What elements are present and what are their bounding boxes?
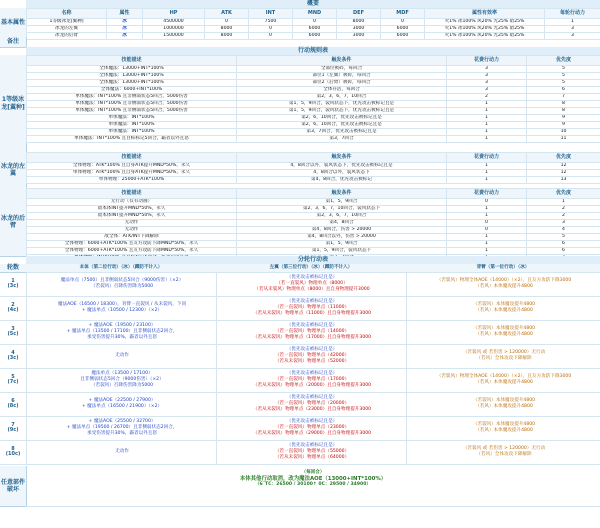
col-header: 触发条件	[237, 56, 447, 66]
rule-row	[27, 136, 600, 143]
cell: 3	[545, 33, 600, 40]
col-header-main: 本体（第二位行动）（冰）（蹲防不计入）	[79, 265, 163, 270]
col-header: 优先度	[527, 189, 600, 199]
round-left-line: （若从未裂风）物理单点（11000）且自身物理提升3000	[252, 311, 372, 316]
cell: 单体魔法：INT*100% 且非侧弱状态5回合，5000伤害	[27, 94, 237, 101]
overview-section-title: 概要	[26, 0, 600, 9]
rule-row	[27, 234, 600, 241]
rule-row	[27, 163, 600, 170]
col-header: 触发条件	[237, 189, 447, 199]
cell: 6000	[381, 26, 425, 33]
col-header: 技能描述	[27, 189, 237, 199]
col-header-back: 背臂（第一位行动）（冰）	[476, 265, 530, 270]
col-header: MND	[293, 9, 337, 19]
cell: 单体魔法：INT*100%	[27, 122, 237, 129]
col-header: 属性	[107, 9, 143, 19]
cell: 3	[545, 26, 600, 33]
round-back-line: （若风）本体魔攻提升4800	[475, 404, 533, 409]
round-label	[0, 368, 26, 393]
cell: 1500000	[143, 33, 205, 40]
round-left-line: （若从未裂风）物理单点（20000）且自身物理提升3000	[252, 383, 372, 388]
cell: 8000	[205, 26, 249, 33]
rule-row	[27, 66, 600, 73]
round-left-line: （若一直裂风）物理单点（8000）	[276, 281, 348, 286]
round-back-line: （若风）本体魔攻提升4800	[475, 380, 533, 385]
cell: 部位2（后臂）被碎，每回合	[237, 80, 447, 87]
round-main-cell	[26, 416, 217, 441]
rule-row	[27, 213, 600, 220]
cell: 全体物理：6000+ATK*100% 且友方攻防下降MND*50%，永久	[27, 248, 237, 255]
cell: 无动作	[27, 220, 237, 227]
cell: 火1% 冰100% 风20% 光25% 暗25%	[425, 19, 545, 26]
cell: 0	[249, 33, 293, 40]
round-label	[0, 320, 26, 345]
round-number: 7	[11, 422, 15, 428]
cell: 全体魔法：13000+INT*100%	[27, 66, 237, 73]
cell: 1	[447, 177, 527, 184]
round-left-line: （若从未裂风）物理单点（8000）且自身物理提升3000	[254, 287, 370, 292]
rule-row	[27, 227, 600, 234]
final-label: 任意部件破坏	[0, 466, 27, 507]
round-left-cell	[216, 368, 407, 393]
round-left-line: （优先攻击被标记且是）	[286, 443, 338, 448]
cell: 3	[447, 87, 527, 94]
rule-row	[27, 199, 600, 206]
round-cost: (7c)	[7, 379, 19, 385]
round-cost: (10c)	[5, 451, 21, 457]
round-left-cell	[216, 392, 407, 417]
round-left-line: （若一直裂风）物理单点（14000）	[274, 329, 350, 334]
cell: 5	[527, 66, 600, 73]
round-left-line: （优先攻击被标记且是）	[286, 395, 338, 400]
round-left-cell	[216, 272, 407, 297]
round-number: 1	[11, 278, 15, 284]
cell: 4500000	[143, 19, 205, 26]
round-left-line: （若从未裂风）物理单点（17000）且自身物理提升3000	[252, 335, 372, 340]
cell: 第1，5，9回合	[237, 241, 447, 248]
col-header: DEF	[337, 9, 381, 19]
round-back-line: （若裂风）本体魔攻提升4800	[472, 398, 536, 403]
cell: 第3，7回合，优先攻击被标记且是	[237, 129, 447, 136]
round-back-cell	[406, 440, 600, 465]
cell: 8	[527, 101, 600, 108]
note-label: 备注	[0, 37, 27, 48]
group-label-back-arm: 冰龙的后臂	[0, 188, 27, 257]
final-line: （每回合）	[301, 470, 325, 475]
cell: 1	[447, 163, 527, 170]
col-header: 优先度	[527, 56, 600, 66]
cell: 1	[447, 170, 527, 177]
round-main-cell	[26, 296, 217, 321]
rules-section-title: 行动规则表	[26, 47, 600, 56]
round-main-line: + 魔法AOE（25500 / 32700）	[88, 419, 156, 424]
cell: 第4，8回合，伤害 > 20000	[237, 227, 447, 234]
round-left-line: （若一直裂风）物理单点（55000）	[274, 449, 350, 454]
cell: 1	[447, 248, 527, 255]
cell: 0	[205, 19, 249, 26]
cell: 0	[447, 220, 527, 227]
cell: 冰	[107, 19, 143, 26]
cell: 0	[249, 26, 293, 33]
round-number: 4	[11, 350, 15, 356]
cell: 全体存活，每回合	[237, 87, 447, 94]
round-cost: (3c)	[7, 283, 19, 289]
round-main-line: 无动作	[115, 449, 129, 454]
col-header: 属性有效率	[425, 9, 545, 19]
cell: 1	[447, 122, 527, 129]
round-back-cell	[406, 296, 600, 321]
rule-row	[27, 101, 600, 108]
round-main-line: 且非侧弱状态5回合（9000伤害）（×2）	[80, 377, 164, 382]
cell: 10	[527, 129, 600, 136]
round-left-line: （若从未裂风）物理单点（29000）且自身物理提升3000	[252, 431, 372, 436]
cell: 5	[527, 234, 600, 241]
round-left-cell	[216, 416, 407, 441]
cell: 全体魔法：13000+INT*100%	[27, 80, 237, 87]
round-cost: (3c)	[7, 355, 19, 361]
cell: 1	[527, 199, 600, 206]
round-back-line: （若裂风 或 若伤害 > 120000）无行动	[462, 446, 546, 451]
round-main-cell	[26, 392, 217, 417]
round-main-line: 魔法单点（13500 / 17100）	[91, 371, 153, 376]
round-main-line: 承受伤害提升30%，霸者以外且怒	[87, 335, 157, 340]
col-header: 花费行动力	[447, 189, 527, 199]
cell: 6	[527, 87, 600, 94]
cell: 3	[447, 73, 527, 80]
col-header: 技能描述	[27, 56, 237, 66]
round-left-line: （优先攻击被标记且是）	[286, 323, 338, 328]
cell: 1	[447, 213, 527, 220]
cell: 第1，5，9回合，裂风状态下，优先攻击被标记且是	[237, 101, 447, 108]
rule-row	[27, 80, 600, 87]
col-header-left: 左翼（第三位行动）（冰）（蹲防不计入）	[269, 265, 353, 270]
rule-row	[27, 87, 600, 94]
cell: 9	[527, 122, 600, 129]
group-label-left-wing: 冰龙的左翼	[0, 152, 27, 189]
rounds-section-title: 分轮行动表	[26, 256, 600, 265]
round-back-cell	[406, 368, 600, 393]
cell: 0	[447, 227, 527, 234]
round-main-line: （若裂风）召降伤害降为5000	[90, 284, 154, 289]
round-left-line: （若一直裂风）物理单点（42000）	[274, 353, 350, 358]
round-left-line: （若一直裂风）物理单点（11000）	[274, 305, 350, 310]
cell: 全体魔法：13000+INT*100%	[27, 73, 237, 80]
rule-row	[27, 94, 600, 101]
cell: 单体物理：ATK*100% 且自身ATK提升MND*50%，永久	[27, 170, 237, 177]
round-back-line: （若风）全体攻攻下降解除	[476, 452, 532, 457]
cell: 11	[527, 136, 600, 143]
cell: 0	[293, 19, 337, 26]
round-main-line: + 魔法单点（10500 / 12300）（×2）	[81, 308, 163, 313]
round-main-cell	[26, 368, 217, 393]
cell: 6000	[293, 33, 337, 40]
round-label	[0, 272, 26, 297]
round-left-line: （优先攻击被标记且是）	[286, 275, 338, 280]
cell: 全体魔法：6000+INT*100%	[27, 87, 237, 94]
round-back-line: （若裂风）物理全体AOE（14000）（×2），且友方攻防下降3000	[436, 278, 572, 283]
rule-row	[27, 108, 600, 115]
cell: 1	[447, 108, 527, 115]
rule-row	[27, 248, 600, 255]
round-cost: (8c)	[7, 403, 19, 409]
cell: 单体魔法：INT*100% 且非侧弱状态5回合，5000伤害	[27, 108, 237, 115]
cell: 12	[527, 170, 600, 177]
overview-row	[27, 26, 600, 33]
overview-table	[26, 8, 600, 40]
col-header: ATK	[205, 9, 249, 19]
round-main-line: 魔法单点（7500）且非侧弱状态5回合（9000伤害）（×2）	[60, 278, 184, 283]
cell: 8000	[205, 33, 249, 40]
cell: 无动作	[27, 227, 237, 234]
overview-row	[27, 19, 600, 26]
round-left-cell	[216, 344, 407, 369]
round-main-cell	[26, 344, 217, 369]
rule-row	[27, 129, 600, 136]
cell: 3	[447, 66, 527, 73]
cell: 冰	[107, 33, 143, 40]
col-header: MDF	[381, 9, 425, 19]
cell: 12	[527, 163, 600, 170]
cell: 全体物理：6000+ATK*100% 且友方攻防下降MND*50%，永久	[27, 241, 237, 248]
round-left-line: （若从未裂风）物理单点（52000）	[274, 359, 350, 364]
cell: 1	[447, 136, 527, 143]
rule-row	[27, 170, 600, 177]
cell: 1000000	[143, 26, 205, 33]
cell: 6000	[381, 33, 425, 40]
cell: 敌全体：ATK/INT下降解除	[27, 234, 237, 241]
round-main-line: + 魔法AOE（22500 / 27900）	[88, 398, 156, 403]
round-label	[0, 296, 26, 321]
final-block	[26, 470, 600, 488]
rules-table-dragon	[26, 55, 600, 143]
round-number: 8	[11, 446, 15, 452]
cell: 4	[527, 227, 600, 234]
cell: 第2，3，6，7，10回合，裂风状态下	[237, 206, 447, 213]
round-back-line: （若风）本体魔攻提升4800	[475, 428, 533, 433]
cell: 第4，8回合以外，伤害 > 20000	[237, 234, 447, 241]
col-header: 花费行动力	[447, 56, 527, 66]
cell: 单体魔法：INT*100%	[27, 129, 237, 136]
cell: 2	[527, 213, 600, 220]
round-left-cell	[216, 320, 407, 345]
cell: 火1% 冰100% 风20% 光25% 暗25%	[425, 33, 545, 40]
cell: 2	[527, 206, 600, 213]
cell: 第1，5，9回合，裂风状态下，优先攻击被标记且是	[237, 108, 447, 115]
cell: 1	[447, 129, 527, 136]
cell: 5	[527, 80, 600, 87]
rule-row	[27, 241, 600, 248]
cell: 单体物理：25000+ATK*100%	[27, 177, 237, 184]
cell: 1	[447, 101, 527, 108]
round-back-line: （若裂风）本体魔攻提升4800	[472, 302, 536, 307]
round-main-cell	[26, 320, 217, 345]
round-left-line: （若一直裂风）物理单点（20000）	[274, 401, 350, 406]
round-back-cell	[406, 392, 600, 417]
rule-row	[27, 122, 600, 129]
round-back-line: （若风）本体魔攻提升4800	[475, 308, 533, 313]
cell: 火1% 冰100% 风20% 光25% 暗25%	[425, 26, 545, 33]
cell: 第1，5，9回合	[237, 199, 447, 206]
round-back-cell	[406, 320, 600, 345]
rule-row	[27, 220, 600, 227]
cell: 第2，3，6，7，10回合	[237, 94, 447, 101]
round-number: 2	[11, 302, 15, 308]
round-left-line: （优先攻击被标记且是）	[286, 347, 338, 352]
cell: 部位1（左翼）被碎，每回合	[237, 73, 447, 80]
round-cost: (9c)	[7, 427, 19, 433]
cell: 2	[447, 94, 527, 101]
cell: 3000	[337, 26, 381, 33]
round-left-cell	[216, 440, 407, 465]
round-back-cell	[406, 416, 600, 441]
cell: 第2，6，10回合，优先攻击被标记且是	[237, 115, 447, 122]
round-left-line: （若从未裂风）物理单点（23000）且自身物理提升3000	[252, 407, 372, 412]
cell: 单体魔法：INT*100% 且非侧弱状态5回合，5000伤害	[27, 101, 237, 108]
round-label	[0, 440, 26, 465]
rule-row	[27, 177, 600, 184]
cell: 单体魔法：INT*100% 且目标标记5回合，霸者以外且怒	[27, 136, 237, 143]
round-back-line: （若风）全体攻攻下降解除	[476, 356, 532, 361]
cell: 全体物理：ATK*100% 且自身ATK提升MND*50%，永久	[27, 163, 237, 170]
cell: 7500	[249, 19, 293, 26]
round-left-cell	[216, 296, 407, 321]
col-header: 名称	[27, 9, 107, 19]
cell: 0	[447, 199, 527, 206]
rules-table-left-wing	[26, 152, 600, 184]
round-back-cell	[406, 344, 600, 369]
cell: 9	[527, 115, 600, 122]
round-main-line: 无动作	[115, 353, 129, 358]
cell: 3	[527, 220, 600, 227]
cell: 6	[527, 241, 600, 248]
rule-row	[27, 115, 600, 122]
cell: 1	[447, 115, 527, 122]
cell: 敌本体INT提升MND*50%，永久	[27, 206, 237, 213]
round-label	[0, 416, 26, 441]
col-header: INT	[249, 9, 293, 19]
cell: 冰	[107, 26, 143, 33]
round-back-cell	[406, 272, 600, 297]
cell: 第2，6，10回合，优先攻击被标记且是	[237, 122, 447, 129]
round-main-cell	[26, 272, 217, 297]
cell: 第3，7回合	[237, 136, 447, 143]
round-back-line: （若裂风）本体魔攻提升4800	[472, 422, 536, 427]
cell: 1	[447, 206, 527, 213]
col-header: 优先度	[527, 153, 600, 163]
cell: 第4，8回合，优先攻击被标记	[237, 177, 447, 184]
cell: 3	[447, 80, 527, 87]
cell: 第4，8回合	[237, 220, 447, 227]
col-header: HP	[143, 9, 205, 19]
cell: 敌本体INT提升MND*50%，永久	[27, 213, 237, 220]
round-number: 5	[11, 374, 15, 380]
round-main-line: 魔法AOE（16500 / 18300），背臂一直裂风 / 从未裂风，下同	[57, 302, 187, 307]
cell: 7	[527, 94, 600, 101]
round-main-line: + 魔法单点（19500 / 26700）且非侧弱状态2回合，	[66, 425, 178, 430]
col-header: 触发条件	[237, 153, 447, 163]
cell: 8000	[337, 19, 381, 26]
cell: 8	[527, 108, 600, 115]
round-header-label: 轮数	[0, 264, 27, 273]
col-header: 每轮行动力	[545, 9, 600, 19]
round-cost: (4c)	[7, 307, 19, 313]
rule-row	[27, 73, 600, 80]
cell: 1	[447, 241, 527, 248]
round-left-line: （优先攻击被标记且是）	[286, 419, 338, 424]
rules-table-back-arm	[26, 188, 600, 262]
col-header: 花费行动力	[447, 153, 527, 163]
cell: 4，8回合以外，裂风状态下	[237, 170, 447, 177]
cell: 1等级冰龙[翼种]	[27, 19, 107, 26]
col-header: 技能描述	[27, 153, 237, 163]
cell: 单体魔法：INT*100%	[27, 115, 237, 122]
round-label	[0, 344, 26, 369]
cell: 第1，5，9回合，裂风状态下	[237, 248, 447, 255]
cell: 0	[381, 19, 425, 26]
cell: 6000	[293, 26, 337, 33]
round-main-line: + 魔法AOE（19500 / 23100）	[88, 323, 156, 328]
cell: 冰龙的后臂	[27, 33, 107, 40]
round-left-line: （若一直裂风）物理单点（17000）	[274, 377, 350, 382]
cell: 第2，3，6，7，10回合	[237, 213, 447, 220]
cell: 3000	[337, 33, 381, 40]
round-main-line: 承受伤害提升30%，霸者以外且怒	[87, 431, 157, 436]
cell: 全部位被碎，每回合	[237, 66, 447, 73]
cell: 6	[527, 248, 600, 255]
round-back-line: （若风）本体魔攻提升4800	[475, 332, 533, 337]
round-number: 3	[11, 326, 15, 332]
round-left-line: （优先攻击被标记且是）	[286, 371, 338, 376]
round-number: 6	[11, 398, 15, 404]
round-back-line: （若裂风）物理全体AOE（14000）（×2），且友方攻防下降3000	[436, 374, 572, 379]
round-main-cell	[26, 440, 217, 465]
overview-header-row	[27, 9, 600, 19]
cell: 冰龙的左翼	[27, 26, 107, 33]
cell: 无行动（仅有动画）	[27, 199, 237, 206]
round-back-line: （若裂风）本体魔攻提升4800	[472, 326, 536, 331]
round-label	[0, 392, 26, 417]
cell: 5	[527, 73, 600, 80]
round-left-line: （若从未裂风）物理单点（64000）	[274, 455, 350, 460]
round-left-line: （若一直裂风）物理单点（23000）	[274, 425, 350, 430]
final-line: （6ˆTC：26500 / 30100↑ 0C：29500 / 34900）	[254, 482, 372, 487]
cell: 13	[527, 177, 600, 184]
cell: 4，8回合以外，裂风状态下，优先攻击被标记且是	[237, 163, 447, 170]
round-back-line: （若裂风 或 若伤害 > 120000）无行动	[462, 350, 546, 355]
round-main-line: + 魔法单点（16500 / 21900）（×2）	[81, 404, 163, 409]
round-main-line: （若裂风）召降伤害降为5000	[90, 383, 154, 388]
rule-row	[27, 206, 600, 213]
round-back-line: （若风）本体魔攻提升4800	[475, 284, 533, 289]
round-left-line: （优先攻击被标记且是）	[286, 299, 338, 304]
final-line: 本体其他行动取消，改为魔法AOE（13000+INT*100%）	[239, 476, 387, 482]
round-main-line: + 魔法单点（13500 / 17100）且非侧弱状态2回合，	[66, 329, 178, 334]
basic-attributes-label: 基本属性	[0, 8, 27, 38]
group-label-dragon: 1等级冰龙[翼种]	[0, 55, 27, 153]
round-cost: (5c)	[7, 331, 19, 337]
cell: 1	[545, 19, 600, 26]
cell: 1	[447, 234, 527, 241]
